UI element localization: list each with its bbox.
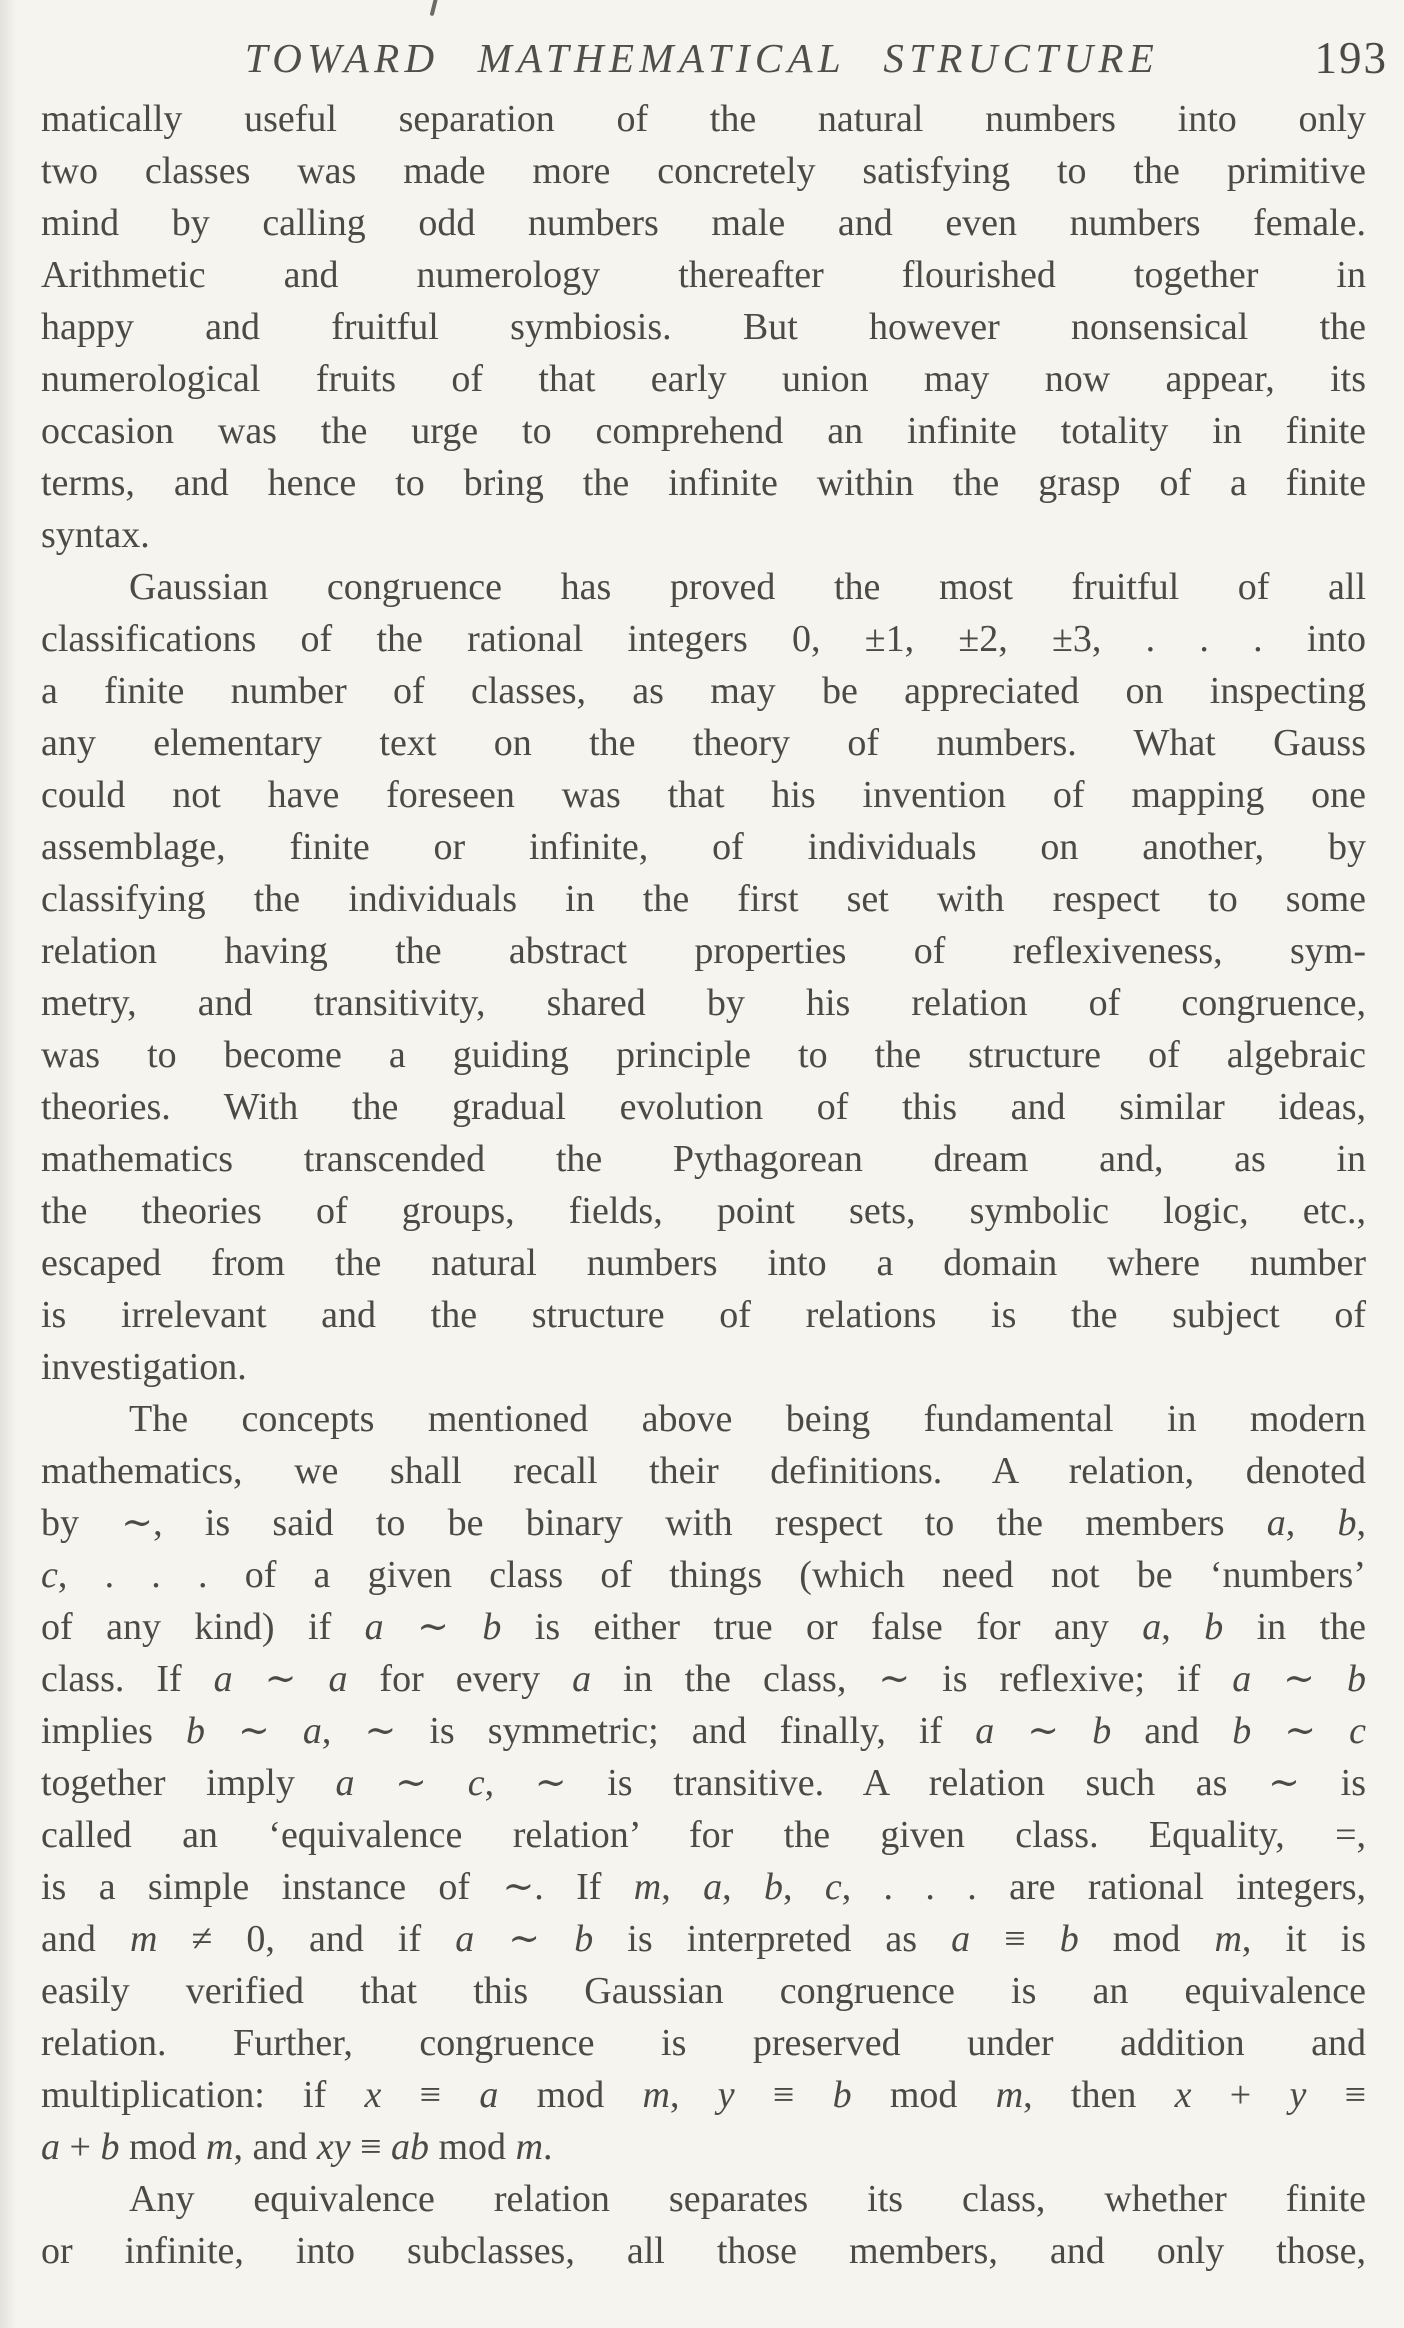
text-segment: + [1191, 2074, 1290, 2116]
text-segment: ≠ 0, and if [157, 1918, 456, 1960]
math-variable: a [1142, 1606, 1162, 1648]
text-line [41, 1705, 1366, 1757]
text-segment: ∼ [994, 1710, 1093, 1752]
scan-artifact-mark [430, 0, 439, 16]
math-variable: b [1204, 1606, 1224, 1648]
math-variable: b [1337, 1502, 1357, 1544]
text-segment: is either true or false for any [501, 1606, 1143, 1648]
text-segment: ≡ [350, 2126, 391, 2168]
text-line: escaped from the natural numbers into a domain where number [41, 1242, 1366, 1284]
text-segment: ≡ [1306, 2074, 1367, 2116]
text-line: could not have foreseen was that his invention of mapping one [41, 774, 1366, 816]
math-variable: m [206, 2126, 234, 2168]
math-variable: b [100, 2126, 120, 2168]
math-variable: b [1092, 1710, 1112, 1752]
text-segment: mod [1078, 1918, 1215, 1960]
text-line: happy and fruitful symbiosis. But however nonsensical the [41, 306, 1366, 348]
text-segment: , [1161, 1606, 1205, 1648]
page-number: 193 [1314, 33, 1388, 83]
text-segment: , . . . are rational integers, [841, 1866, 1367, 1908]
math-variable: a [41, 2126, 60, 2168]
math-variable: m [515, 2126, 544, 2168]
text-line [41, 2121, 1366, 2173]
math-variable: a [364, 1606, 384, 1648]
text-segment: , . . . of a given class of things (which need not be ‘numbers’ [57, 1554, 1366, 1596]
text-line: occasion was the urge to comprehend an infinite totality in finite [41, 410, 1366, 452]
text-line: metry, and transitivity, shared by his relation of congruence, [41, 982, 1366, 1024]
text-segment: class. If [41, 1658, 214, 1700]
text-segment: in the [1223, 1606, 1367, 1648]
text-line [41, 1757, 1366, 1809]
text-line: terms, and hence to bring the infinite within the grasp of a finite [41, 462, 1366, 504]
text-line [41, 2069, 1366, 2121]
text-segment: ≡ [381, 2074, 480, 2116]
math-variable: xy [316, 2126, 351, 2168]
text-line: matically useful separation of the natural numbers into only [41, 98, 1366, 140]
text-line: relation having the abstract properties of reflexiveness, sym- [41, 930, 1366, 972]
text-segment: of any kind) if [41, 1606, 365, 1648]
math-variable: a [455, 1918, 475, 1960]
text-segment: implies [41, 1710, 186, 1752]
text-line [41, 1913, 1366, 1965]
text-segment: ≡ [734, 2074, 833, 2116]
math-variable: a [335, 1762, 355, 1804]
text-line: Arithmetic and numerology thereafter flourished together in [41, 254, 1366, 296]
math-variable: y [717, 2074, 735, 2116]
math-variable: m [642, 2074, 670, 2116]
text-line: is irrelevant and the structure of relations is the subject of [41, 1294, 1366, 1336]
text-segment: , ∼ is symmetric; and finally, if [321, 1710, 976, 1752]
math-variable: b [832, 2074, 852, 2116]
math-variable: a [213, 1658, 233, 1700]
math-variable: a [328, 1658, 348, 1700]
math-variable: y [1289, 2074, 1307, 2116]
text-segment: ∼ [232, 1658, 329, 1700]
text-segment: and [41, 1918, 130, 1960]
running-head: TOWARD MATHEMATICAL STRUCTURE [244, 35, 1160, 81]
text-line [41, 1497, 1366, 1549]
text-segment: , [722, 1866, 764, 1908]
text-line: classifying the individuals in the first set with respect to some [41, 878, 1366, 920]
text-segment: for every [347, 1658, 573, 1700]
text-segment: , then [1023, 2074, 1175, 2116]
scan-edge-shadow [0, 0, 16, 2328]
text-line: mind by calling odd numbers male and even numbers female. [41, 202, 1366, 244]
text-segment: ≡ [970, 1918, 1060, 1960]
text-line [41, 1861, 1366, 1913]
paragraph [41, 93, 1366, 561]
text-segment: ∼ [383, 1606, 483, 1648]
math-variable: m [995, 2074, 1024, 2116]
text-line: investigation. [41, 1346, 247, 1388]
text-line: syntax. [41, 514, 150, 556]
text-line: a finite number of classes, as may be appreciated on inspecting [41, 670, 1366, 712]
text-segment: ∼ [1251, 1658, 1347, 1700]
math-variable: c [824, 1866, 842, 1908]
math-variable: b [574, 1918, 594, 1960]
text-segment: by ∼, is said to be binary with respect to the members [41, 1502, 1267, 1544]
text-line: numerological fruits of that early union may now appear, its [41, 358, 1366, 400]
math-variable: b [1059, 1918, 1079, 1960]
math-variable: b [482, 1606, 502, 1648]
math-variable: a [1232, 1658, 1252, 1700]
math-variable: c [1349, 1710, 1367, 1752]
text-segment: is a simple instance of ∼. If [41, 1866, 634, 1908]
text-segment: is interpreted as [593, 1918, 952, 1960]
text-line: or infinite, into subclasses, all those members, and only those, [41, 2230, 1366, 2272]
math-variable: x [1174, 2074, 1192, 2116]
text-segment: ∼ [474, 1918, 575, 1960]
text-line: Gaussian congruence has proved the most fruitful of all [129, 566, 1366, 608]
text-segment: , [1356, 1502, 1367, 1544]
paragraph [41, 1393, 1366, 2173]
math-variable: b [1232, 1710, 1252, 1752]
text-segment: , and [233, 2126, 317, 2168]
paragraph [41, 2173, 1366, 2277]
text-line [41, 1601, 1366, 1653]
text-segment: , [661, 1866, 704, 1908]
text-segment: in the class, ∼ is reflexive; if [591, 1658, 1233, 1700]
text-segment: mod [429, 2126, 516, 2168]
math-variable: b [1347, 1658, 1366, 1700]
math-variable: ab [391, 2126, 429, 2168]
text-line: classifications of the rational integers 0, ±1, ±2, ±3, . . . into [41, 618, 1366, 660]
paragraph [41, 561, 1366, 1393]
text-line: two classes was made more concretely satisfying to the primitive [41, 150, 1366, 192]
text-segment: mod [119, 2126, 206, 2168]
text-segment: multiplication: if [41, 2074, 365, 2116]
page-body [41, 93, 1366, 2277]
text-line [41, 1653, 1366, 1705]
text-segment: , [782, 1866, 825, 1908]
text-line: called an ‘equivalence relation’ for the given class. Equality, =, [41, 1814, 1366, 1856]
text-line: theories. With the gradual evolution of this and similar ideas, [41, 1086, 1366, 1128]
text-segment: . [543, 2126, 553, 2168]
math-variable: a [572, 1658, 592, 1700]
text-line: any elementary text on the theory of numbers. What Gauss [41, 722, 1366, 764]
text-line: mathematics, we shall recall their definitions. A relation, denoted [41, 1450, 1366, 1492]
text-segment: , [669, 2074, 718, 2116]
text-segment: ∼ [204, 1710, 303, 1752]
math-variable: m [1214, 1918, 1242, 1960]
text-line: the theories of groups, fields, point sets, symbolic logic, etc., [41, 1190, 1366, 1232]
math-variable: a [302, 1710, 322, 1752]
page-header [0, 34, 1404, 94]
text-segment: ∼ [1251, 1710, 1350, 1752]
math-variable: a [975, 1710, 995, 1752]
text-segment: together imply [41, 1762, 336, 1804]
text-line [41, 1549, 1366, 1601]
math-variable: a [1266, 1502, 1286, 1544]
text-segment: , it is [1241, 1918, 1367, 1960]
math-variable: c [41, 1554, 58, 1596]
text-segment: mod [851, 2074, 996, 2116]
text-segment: , ∼ is transitive. A relation such as ∼ is [484, 1762, 1366, 1804]
math-variable: m [633, 1866, 662, 1908]
text-segment: , [1285, 1502, 1338, 1544]
text-line: mathematics transcended the Pythagorean dream and, as in [41, 1138, 1366, 1180]
text-segment: + [60, 2126, 101, 2168]
text-line: was to become a guiding principle to the structure of algebraic [41, 1034, 1366, 1076]
math-variable: c [467, 1762, 485, 1804]
math-variable: x [364, 2074, 382, 2116]
text-line: assemblage, finite or infinite, of individuals on another, by [41, 826, 1366, 868]
text-line: relation. Further, congruence is preserved under addition and [41, 2022, 1366, 2064]
text-segment: and [1111, 1710, 1233, 1752]
text-line: The concepts mentioned above being fundamental in modern [129, 1398, 1366, 1440]
text-line: easily verified that this Gaussian congruence is an equivalence [41, 1970, 1366, 2012]
math-variable: a [703, 1866, 723, 1908]
math-variable: a [479, 2074, 499, 2116]
math-variable: b [185, 1710, 205, 1752]
text-segment: mod [498, 2074, 643, 2116]
math-variable: b [763, 1866, 783, 1908]
text-line: Any equivalence relation separates its class, whether finite [129, 2178, 1366, 2220]
math-variable: a [951, 1918, 971, 1960]
text-segment: ∼ [354, 1762, 468, 1804]
math-variable: m [129, 1918, 158, 1960]
